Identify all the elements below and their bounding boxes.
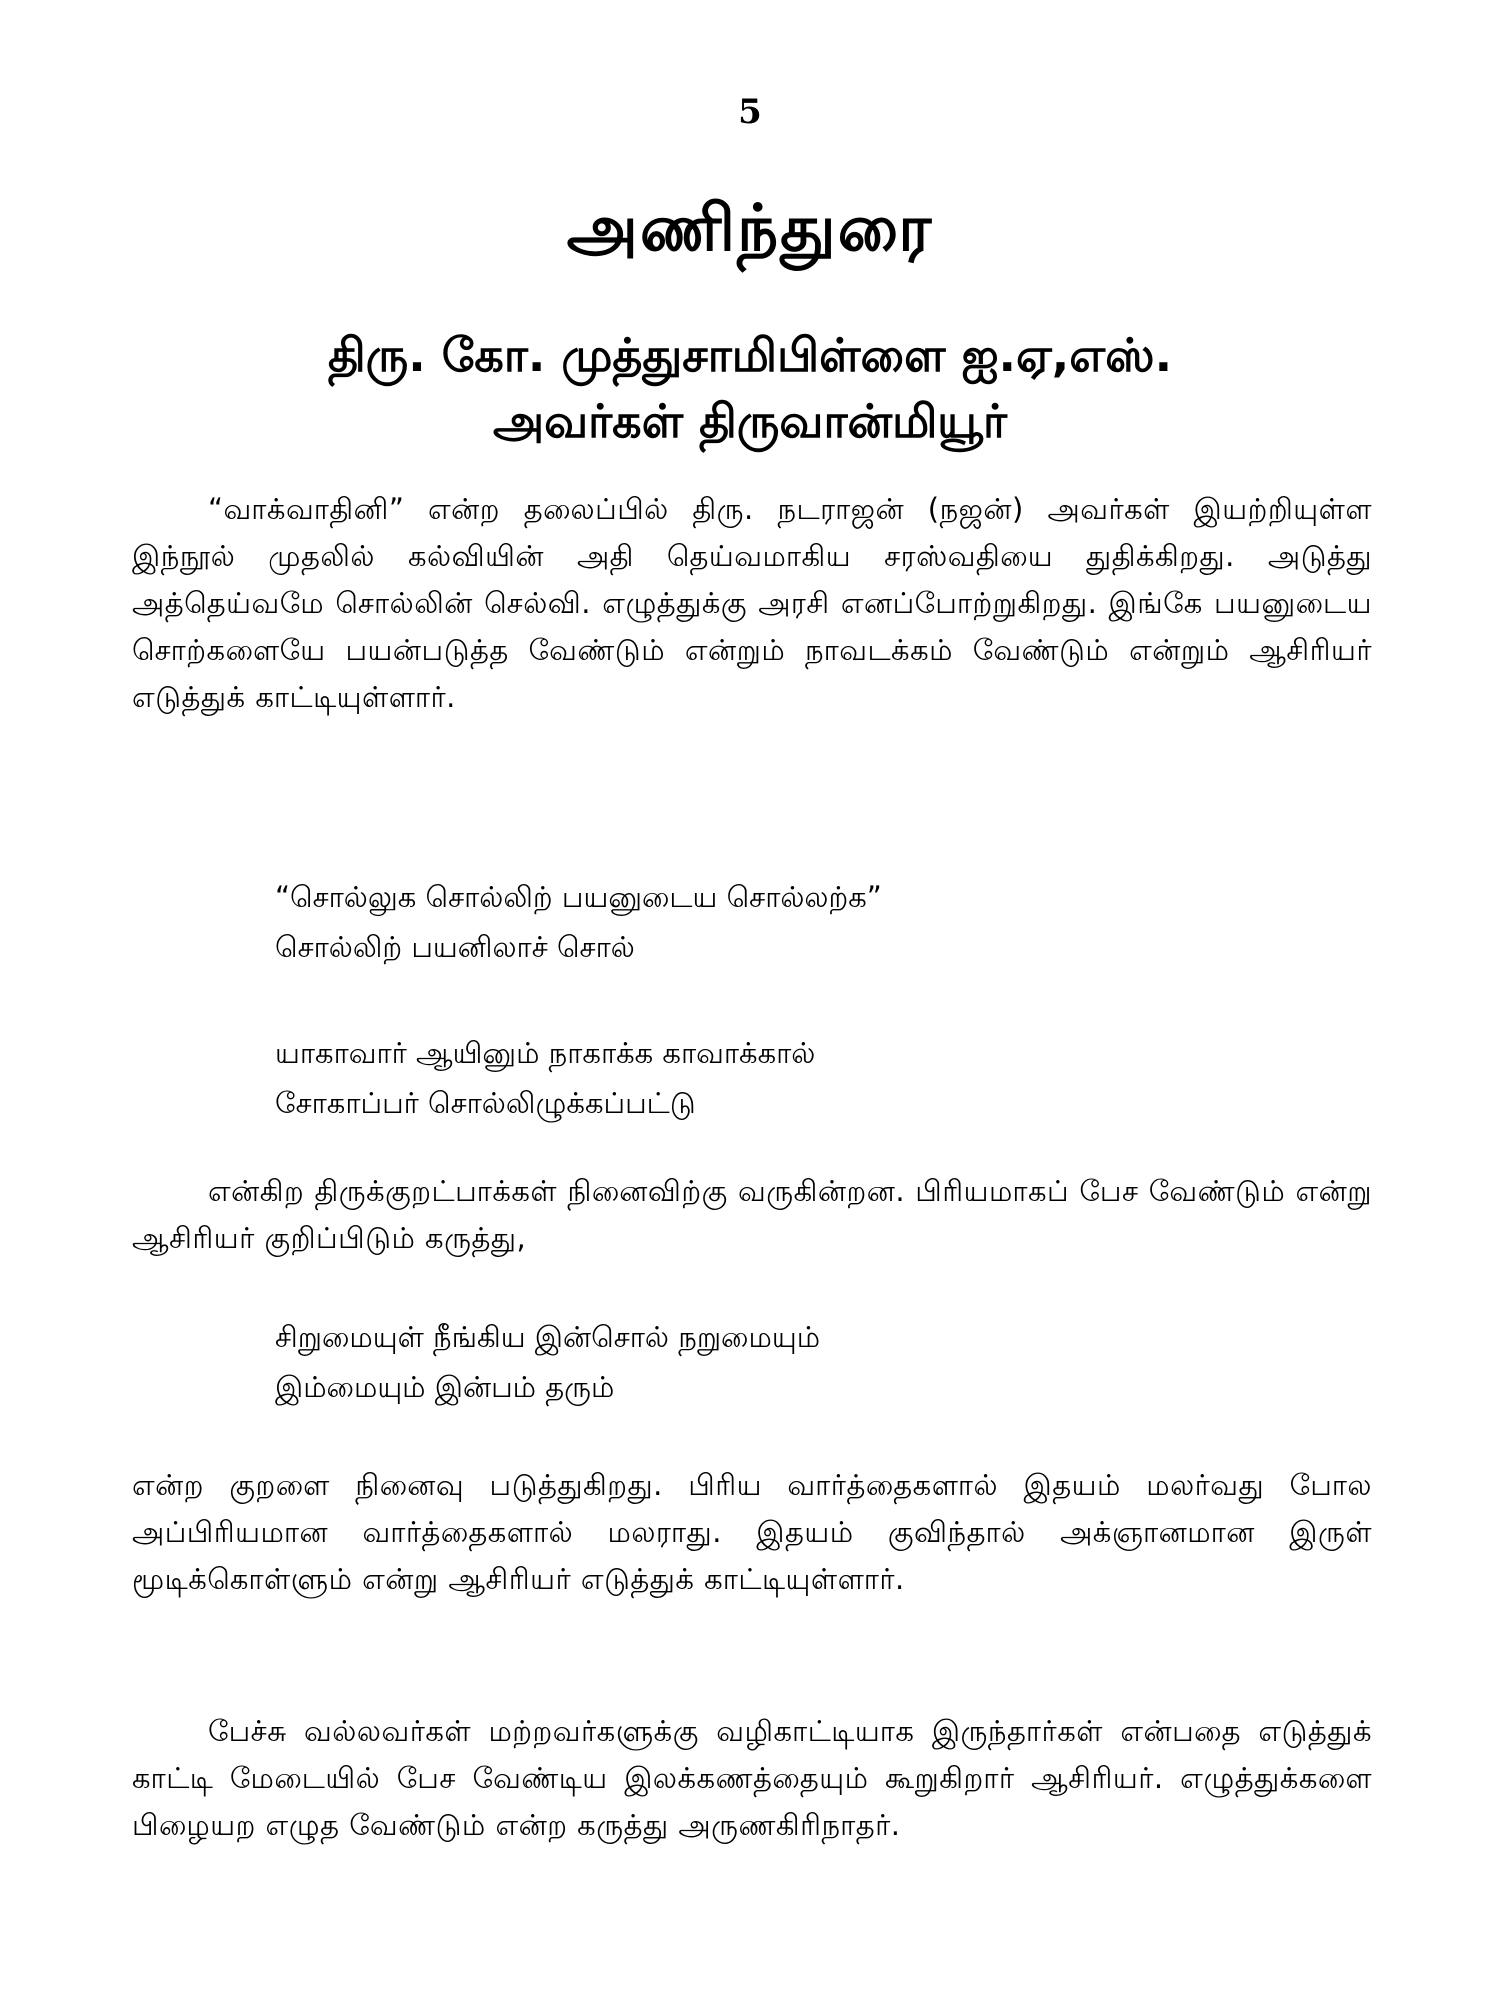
verse-line: யாகாவார் ஆயினும் நாகாக்க காவாக்கால் <box>275 1036 816 1070</box>
paragraph-speech: பேச்சு வல்லவர்கள் மற்றவர்களுக்கு வழிகாட்டியாக இருந்தார்கள் என்பதை எடுத்துக் காட்டி மேடையில் பேச வேண்டிய இலக்கணத்தையும் கூறுகிறார் ஆசிரியர். எழுத்துக்களை பிழையற எழுத வேண்டும் என்ற கருத்து அருணகிரிநாதர். <box>132 1714 1372 1842</box>
verse-line: “சொல்லுக சொல்லிற் பயனுடைய சொல்லற்க” <box>275 880 882 914</box>
kural-verse-2 <box>275 1028 1325 1128</box>
kural-verse-1 <box>275 872 1325 972</box>
author-place-line: அவர்கள் திருவான்மியூர் <box>492 394 1008 448</box>
verse-line: சோகாப்பர் சொல்லிழுக்கப்பட்டு <box>275 1086 696 1120</box>
kural-verse-3 <box>275 1312 1325 1412</box>
paragraph-kural-reference: என்கிற திருக்குறட்பாக்கள் நினைவிற்கு வருகின்றன. பிரியமாகப் பேச வேண்டும் என்று ஆசிரியர் குறிப்பிடும் கருத்து, <box>132 1174 1372 1255</box>
paragraph-kural-meaning: என்ற குறளை நினைவு படுத்துகிறது. பிரிய வார்த்தைகளால் இதயம் மலர்வது போல அப்பிரியமான வார்த்தைகளால் மலராது. இதயம் குவிந்தால் அக்ஞானமான இருள் மூடிக்கொள்ளும் என்று ஆசிரியர் எடுத்துக் காட்டியுள்ளார். <box>132 1468 1372 1596</box>
verse-line: சொல்லிற் பயனிலாச் சொல் <box>275 930 635 964</box>
paragraph-intro: “வாக்வாதினி” என்ற தலைப்பில் திரு. நடராஜன் (நஜன்) அவர்கள் இயற்றியுள்ள இந்நூல் முதலில் கல்வியின் அதி தெய்வமாகிய சரஸ்வதியை துதிக்கிறது. அடுத்து அத்தெய்வமே சொல்லின் செல்வி. எழுத்துக்கு அரசி எனப்போற்றுகிறது. இங்கே பயனுடைய சொற்களையே பயன்படுத்த வேண்டும் என்றும் நாவடக்கம் வேண்டும் என்றும் ஆசிரியர் எடுத்துக் காட்டியுள்ளார். <box>132 492 1372 714</box>
author-name-line: திரு. கோ. முத்துசாமிபிள்ளை ஐ.ஏ,எஸ். <box>327 328 1173 382</box>
verse-line: சிறுமையுள் நீங்கிய இன்சொல் நறுமையும் <box>275 1320 821 1354</box>
page-number: 5 <box>738 92 762 132</box>
page-title: அணிந்துரை <box>566 192 934 266</box>
author-subtitle <box>140 322 1360 454</box>
verse-line: இம்மையும் இன்பம் தரும் <box>275 1370 615 1404</box>
